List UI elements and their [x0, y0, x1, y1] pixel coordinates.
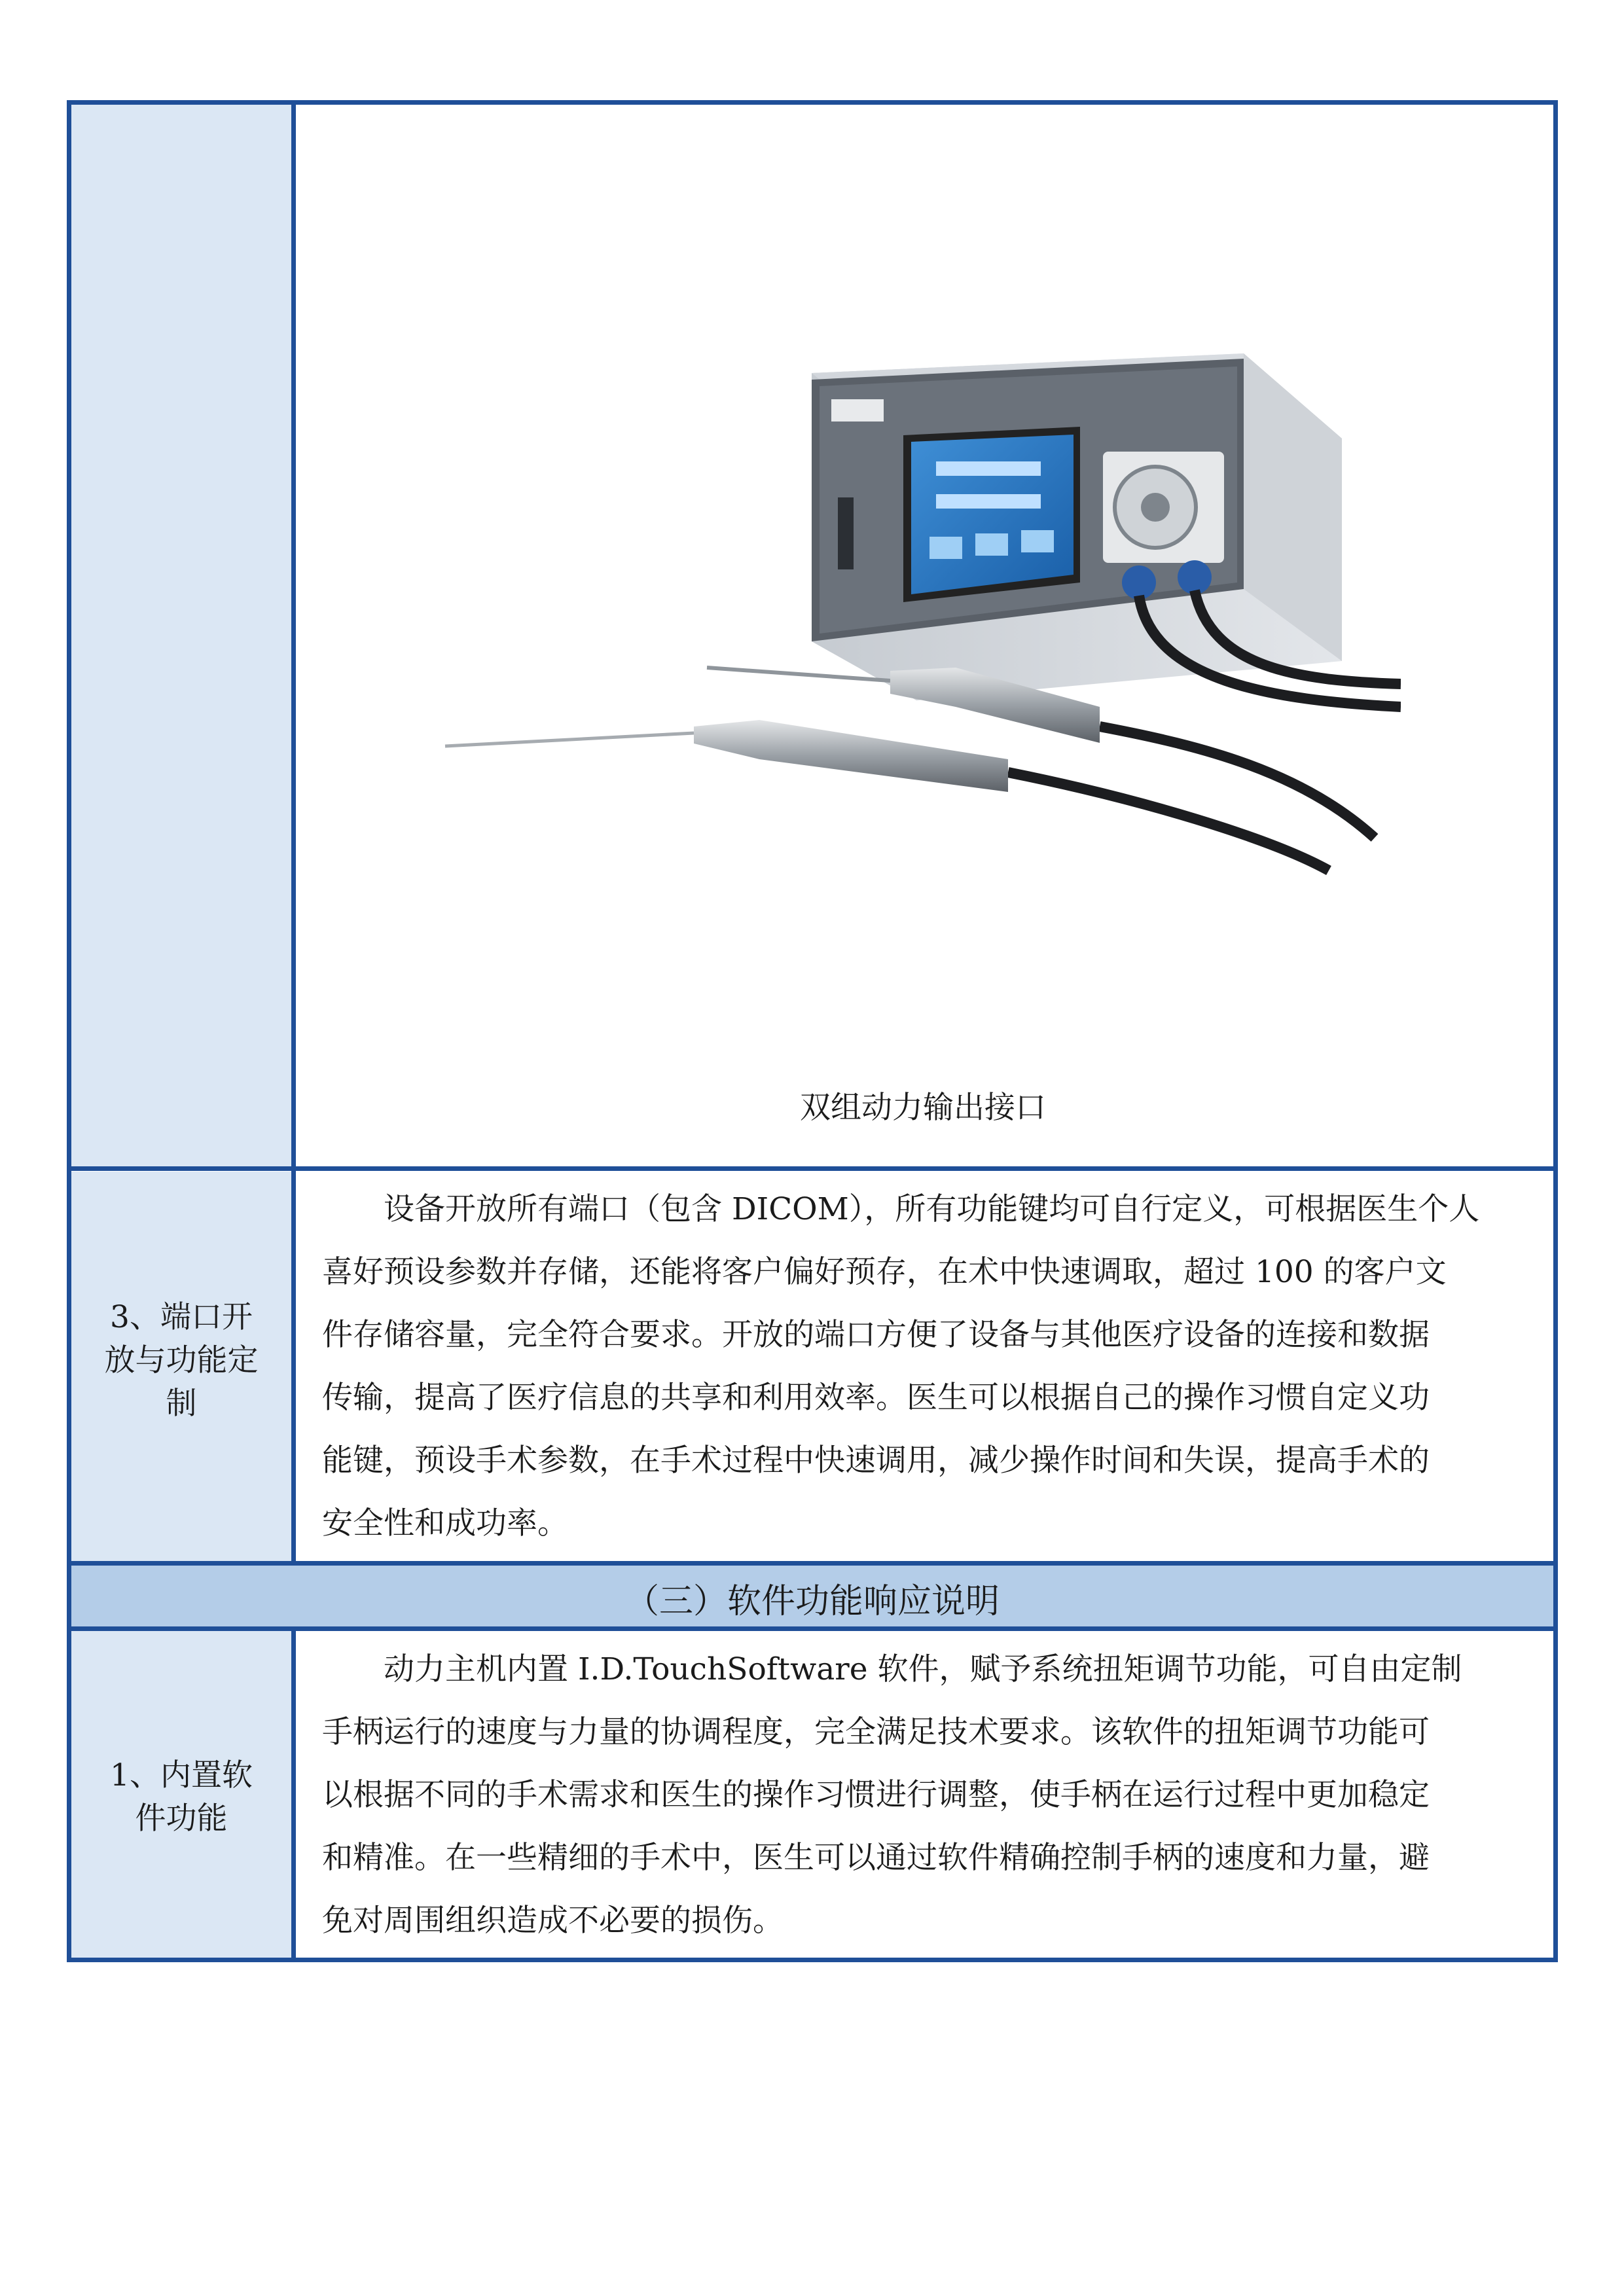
row-label-line: 件功能	[135, 1801, 228, 1837]
row-label-line: 放与功能定	[104, 1342, 259, 1378]
section-header-row	[71, 1566, 1553, 1626]
text-line: 免对周围组织造成不必要的损伤。	[322, 1903, 784, 1939]
label-cell-image-row	[71, 105, 291, 1166]
row-divider	[71, 1166, 1553, 1171]
row-text-ports	[322, 1178, 1524, 1555]
text-line: 以根据不同的手术需求和医生的操作习惯进行调整，使手柄在运行过程中更加稳定	[322, 1777, 1430, 1813]
row-divider	[71, 1626, 1553, 1631]
row-label-line: 1、内置软	[110, 1757, 253, 1793]
column-divider-lower	[291, 1631, 296, 1958]
text-line: 动力主机内置 I.D.TouchSoftware 软件，赋予系统扭矩调节功能，可自由定制	[384, 1651, 1462, 1687]
text-line: 件存储容量，完全符合要求。开放的端口方便了设备与其他医疗设备的连接和数据	[322, 1317, 1430, 1353]
row-label-software	[71, 1754, 291, 1840]
image-caption: 双组动力输出接口	[800, 1090, 1046, 1126]
text-line: 能键，预设手术参数，在手术过程中快速调用，减少操作时间和失误，提高手术的	[322, 1443, 1430, 1479]
column-divider	[291, 105, 296, 1561]
section-title: （三）软件功能响应说明	[624, 1582, 1000, 1621]
row-label-line: 制	[166, 1386, 197, 1422]
row-label-line: 3、端口开	[110, 1299, 253, 1335]
text-line: 设备开放所有端口（包含 DICOM），所有功能键均可自行定义，可根据医生个人	[384, 1191, 1480, 1227]
text-line: 手柄运行的速度与力量的协调程度，完全满足技术要求。该软件的扭矩调节功能可	[322, 1714, 1430, 1750]
text-line: 和精准。在一些精细的手术中，医生可以通过软件精确控制手柄的速度和力量，避	[322, 1840, 1430, 1876]
row-divider	[71, 1561, 1553, 1566]
row-text-software	[322, 1638, 1524, 1952]
text-line: 喜好预设参数并存储，还能将客户偏好预存，在术中快速调取，超过 100 的客户文	[322, 1254, 1447, 1290]
device-photo	[419, 275, 1401, 929]
text-line: 传输，提高了医疗信息的共享和利用效率。医生可以根据自己的操作习惯自定义功	[322, 1380, 1430, 1416]
row-label-ports	[71, 1296, 291, 1426]
text-line: 安全性和成功率。	[322, 1505, 568, 1541]
